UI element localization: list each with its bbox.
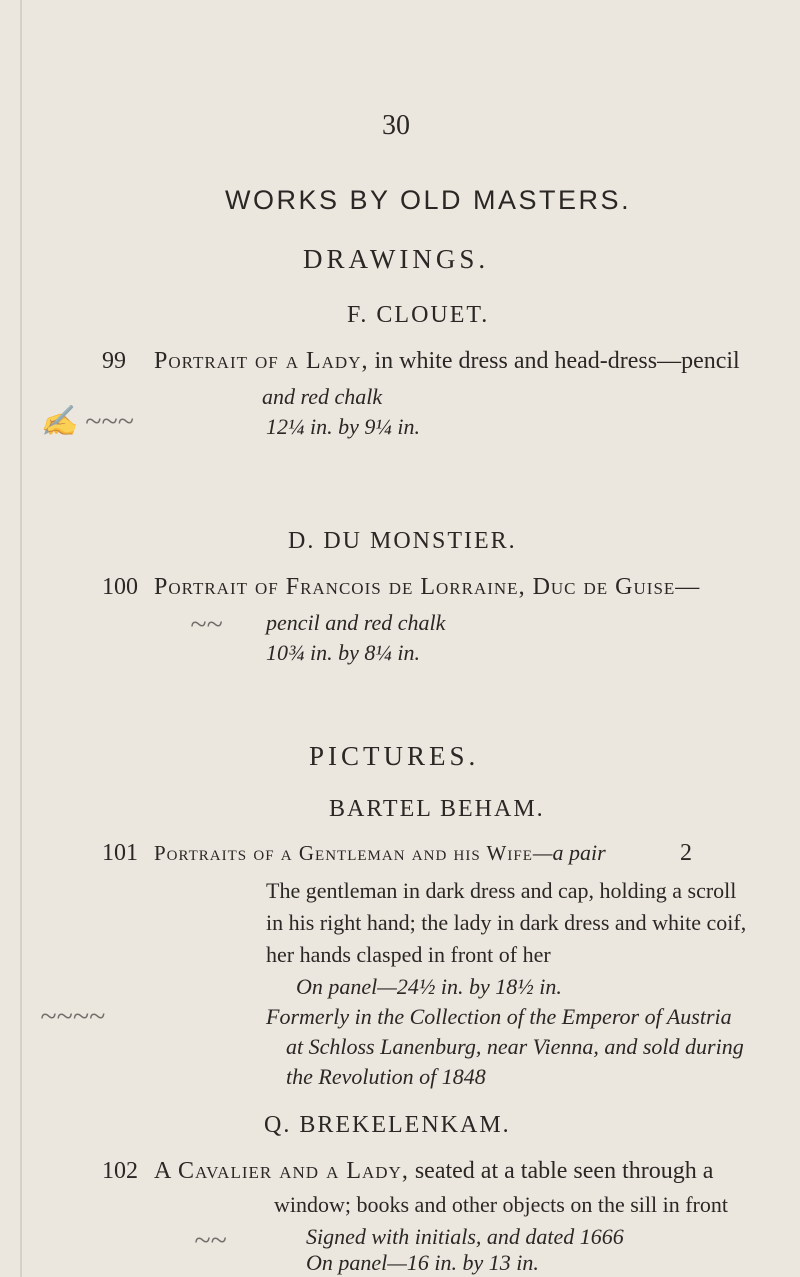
drawings-heading: DRAWINGS. [303,244,490,274]
lot-102-line: window; books and other objects on the sill in front [274,1192,728,1217]
page-number: 30 [382,110,410,141]
lot-title: Portrait of Francois de Lorraine, Duc de Guise— [154,574,701,600]
lot-101-provenance: at Schloss Lanenburg, near Vienna, and sold during [286,1034,744,1059]
lot-description: —a pair [532,840,606,865]
lot-quantity: 2 [680,840,692,866]
lot-99-size: 12¼ in. by 9¼ in. [266,414,420,439]
lot-101-line: in his right hand; the lady in dark dress and white coif, [266,910,747,935]
pictures-heading: PICTURES. [309,741,480,771]
lot-101-provenance: Formerly in the Collection of the Emperor of Austria [266,1004,732,1029]
artist-du-monstier: D. DU MONSTIER. [288,528,517,554]
page-fold-line [20,0,22,1277]
lot-number: 100 [102,574,138,600]
lot-title: Portraits of a Gentleman and his Wife [154,841,533,865]
lot-description: seated at a table seen through a [414,1158,714,1184]
lot-number: 101 [102,840,138,866]
lot-number: 102 [102,1158,138,1184]
lot-99-title [102,348,740,375]
lot-102-panel: On panel—16 in. by 13 in. [306,1250,539,1275]
lot-101-line: The gentleman in dark dress and cap, holding a scroll [266,878,737,903]
lot-101-panel: On panel—24½ in. by 18½ in. [296,974,562,999]
handwritten-annotation: ✍ ~~~ [40,405,134,438]
handwritten-annotation: ~~~~ [40,1000,105,1033]
lot-description: in white dress and head-dress—pencil [374,348,740,374]
artist-beham: BARTEL BEHAM. [329,796,545,822]
lot-100-title [102,574,700,601]
lot-title: A Cavalier and a Lady, [154,1158,409,1184]
handwritten-annotation: ~~ [194,1224,227,1257]
handwritten-annotation: ~~ [190,608,223,641]
lot-101-title [102,840,606,867]
lot-99-medium: and red chalk [262,384,383,409]
lot-number: 99 [102,348,126,374]
page-header: WORKS BY OLD MASTERS. [225,185,632,215]
lot-title: Portrait of a Lady, [154,348,369,374]
lot-102-signed: Signed with initials, and dated 1666 [306,1224,624,1249]
artist-brekelenkam: Q. BREKELENKAM. [264,1112,511,1138]
lot-100-medium: pencil and red chalk [266,610,446,635]
lot-101-line: her hands clasped in front of her [266,942,551,967]
lot-100-size: 10¾ in. by 8¼ in. [266,640,420,665]
lot-102-title [102,1158,713,1185]
lot-101-provenance: the Revolution of 1848 [286,1064,486,1089]
artist-clouet: F. CLOUET. [347,302,490,328]
